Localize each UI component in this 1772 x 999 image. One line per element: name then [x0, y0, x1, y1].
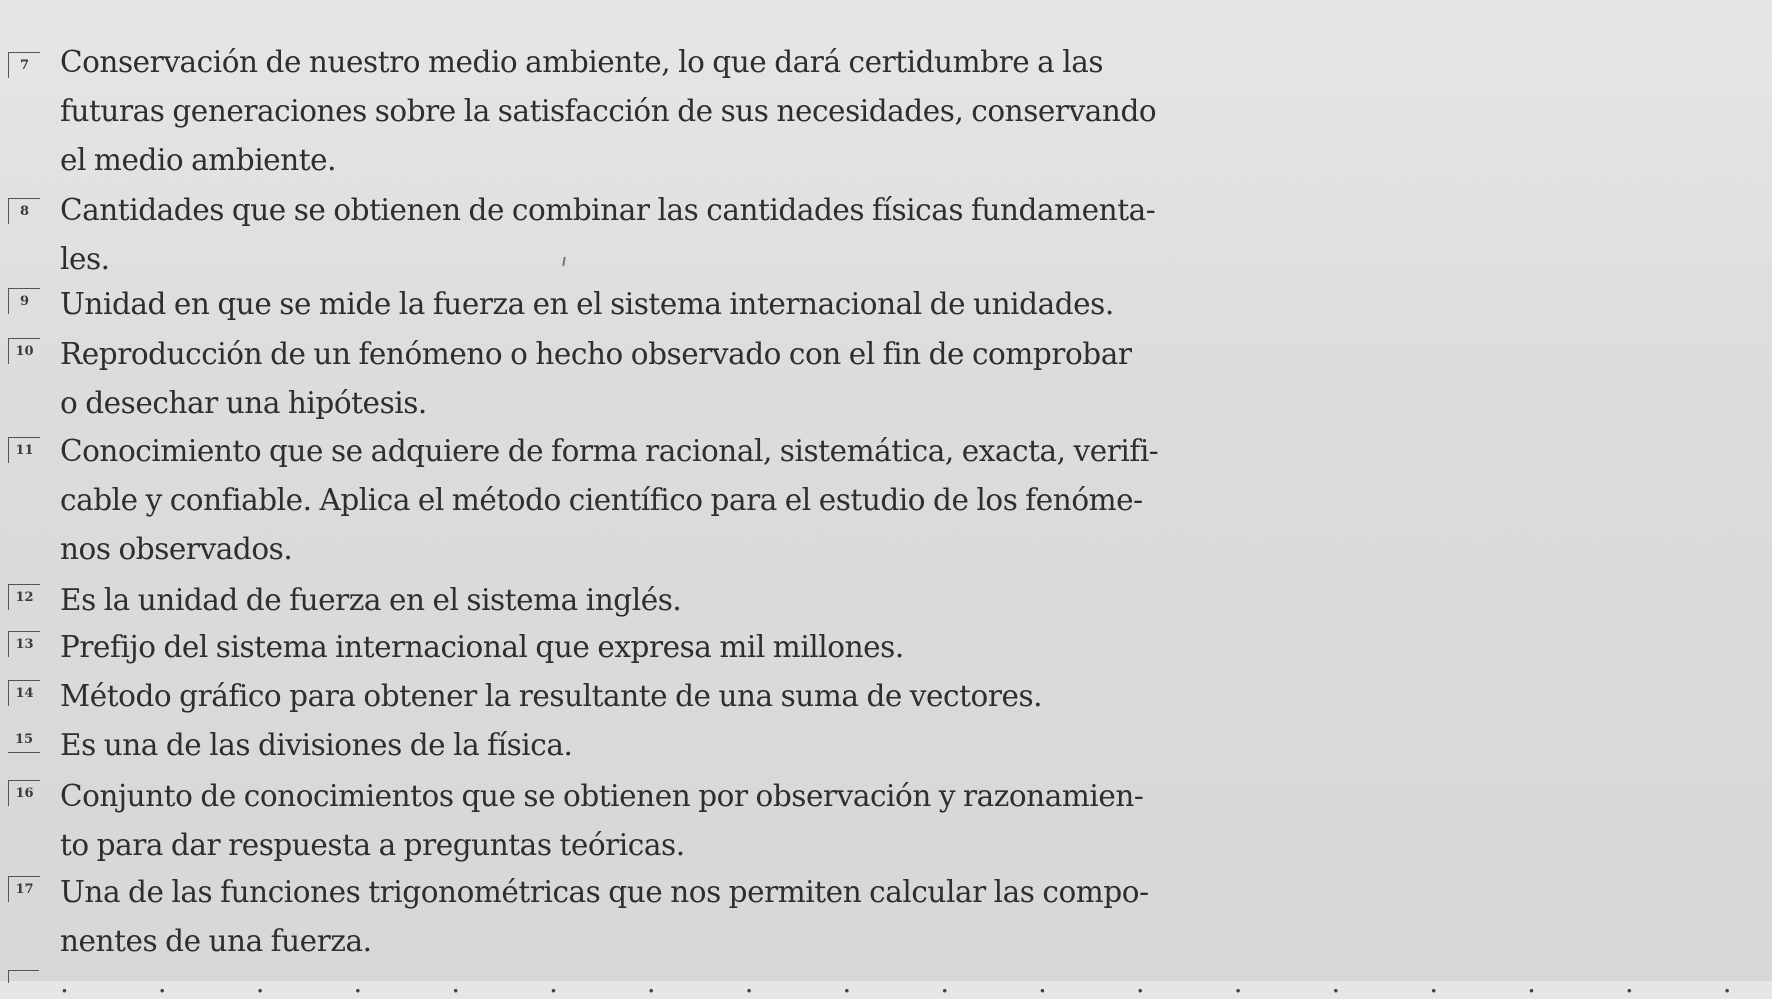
clue-number: 11 [8, 437, 40, 463]
clue-text: Unidad en que se mide la fuerza en el sistema internacional de unidades. [60, 287, 1114, 321]
clue-number: 16 [8, 780, 40, 806]
clue-text: Conocimiento que se adquiere de forma racional, sistemática, exacta, verifi- cable y confiable. Aplica el método científico para el estudio de los fenóme- nos observados. [60, 434, 1159, 566]
clue-number-box [8, 970, 39, 983]
cut-off-next-line [8, 966, 1772, 999]
clue-number: 12 [8, 584, 40, 610]
clue-number: 10 [8, 338, 40, 364]
clue-text: Conservación de nuestro medio ambiente, lo que dará certidumbre a las futuras generaciones sobre la satisfacción de sus necesidades, conservando el medio ambiente. [60, 45, 1157, 177]
clue-text: Una de las funciones trigonométricas que nos permiten calcular las compo- nentes de una fuerza. [60, 875, 1149, 958]
clue-text: Cantidades que se obtienen de combinar las cantidades físicas fundamenta- les. [60, 193, 1156, 276]
clue-text: Reproducción de un fenómeno o hecho observado con el fin de comprobar o desechar una hipótesis. [60, 337, 1132, 420]
clue-number: 15 [8, 727, 40, 753]
clue-number: 13 [8, 631, 40, 657]
clue-number: 7 [8, 52, 40, 78]
cut-off-text-fragments: . . . . . . . . . . . . . . . . . . [60, 966, 1772, 999]
clue-number: 9 [8, 288, 40, 314]
clue-text: Es la unidad de fuerza en el sistema inglés. [60, 583, 682, 617]
clue-text: Prefijo del sistema internacional que expresa mil millones. [60, 630, 904, 664]
clue-number: 14 [8, 680, 40, 706]
clue-text: Es una de las divisiones de la física. [60, 728, 573, 762]
clue-text: Conjunto de conocimientos que se obtienen por observación y razonamien- to para dar respuesta a preguntas teóricas. [60, 779, 1144, 862]
clue-number: 8 [8, 198, 40, 224]
clue-number: 17 [8, 876, 40, 902]
clue-text: Método gráfico para obtener la resultante de una suma de vectores. [60, 679, 1043, 713]
